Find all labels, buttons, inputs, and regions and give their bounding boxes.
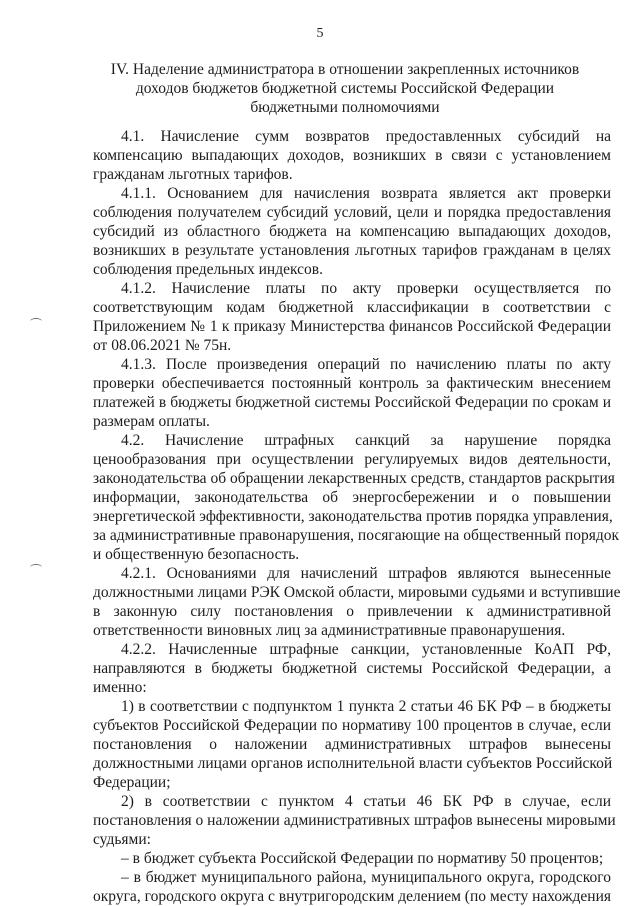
heading-line: бюджетными полномочиями bbox=[250, 99, 440, 116]
text-line: 4.1.2. Начисление платы по акту проверки осуществляется по bbox=[121, 280, 611, 297]
paragraph bbox=[93, 279, 611, 355]
text-line: и общественную безопасность. bbox=[93, 546, 300, 563]
text-line: постановления о наложении административных штрафов вынесены bbox=[93, 736, 611, 753]
paragraph bbox=[93, 849, 611, 868]
text-line: от 08.06.2021 № 75н. bbox=[93, 337, 232, 354]
text-line: 4.1.3. После произведения операций по начислению платы по акту bbox=[121, 356, 611, 373]
text-line: платежей в бюджеты бюджетной системы Российской Федерации по срокам и bbox=[93, 394, 611, 411]
text-line: ответственности виновных лиц за административные правонарушения. bbox=[93, 622, 566, 639]
text-line: энергетической эффективности, законодательства против порядка управления, bbox=[93, 508, 613, 525]
paragraph bbox=[93, 355, 611, 431]
text-line: 2) в соответствии с пунктом 4 статьи 46 БК РФ в случае, если bbox=[121, 793, 611, 810]
paragraph bbox=[93, 127, 611, 184]
text-line: должностными лицами РЭК Омской области, мировыми судьями и вступившие bbox=[93, 584, 621, 601]
text-line: проверки обеспечивается постоянный контроль за фактическим внесением bbox=[93, 375, 611, 392]
text-line: 1) в соответствии с подпунктом 1 пункта 2 статьи 46 БК РФ – в бюджеты bbox=[121, 698, 611, 715]
paragraph bbox=[93, 640, 611, 697]
document-body bbox=[93, 127, 621, 906]
text-line: информации, законодательства об энергосбережении и о повышении bbox=[93, 489, 611, 506]
section-heading bbox=[110, 60, 580, 117]
text-line: субъектов Российской Федерации по нормативу 100 процентов в случае, если bbox=[93, 717, 611, 734]
text-line: Приложением № 1 к приказу Министерства финансов Российской Федерации bbox=[93, 318, 611, 335]
text-line: судьями: bbox=[93, 831, 151, 848]
text-line: законодательства об обращении лекарственных средств, стандартов раскрытия bbox=[93, 470, 615, 487]
paragraph bbox=[93, 184, 611, 279]
text-line: округа, городского округа с внутригородским делением (по месту нахождения bbox=[93, 888, 611, 905]
text-line: компенсацию выпадающих доходов, возникших в связи с установлением bbox=[93, 147, 611, 164]
text-line: размерам оплаты. bbox=[93, 413, 210, 430]
text-line: Федерации; bbox=[93, 774, 171, 791]
text-line: соблюдения предельных индексов. bbox=[93, 261, 323, 278]
text-line: 4.2.2. Начисленные штрафные санкции, установленные КоАП РФ, bbox=[121, 641, 611, 658]
text-line: 4.1. Начисление сумм возвратов предоставленных субсидий на bbox=[121, 128, 611, 145]
heading-line: IV. Наделение администратора в отношении закрепленных источников bbox=[110, 61, 580, 78]
text-line: в законную силу постановления о привлечении к административной bbox=[93, 603, 611, 620]
text-line: соблюдения получателем субсидий условий, цели и порядка предоставления bbox=[93, 204, 611, 221]
text-line: субсидий из областного бюджета на компенсацию выпадающих доходов, bbox=[93, 223, 611, 240]
paragraph bbox=[93, 868, 611, 906]
heading-line: доходов бюджетов бюджетной системы Российской Федерации bbox=[135, 80, 555, 97]
text-line: постановления о наложении административных штрафов вынесены мировыми bbox=[93, 812, 616, 829]
text-line: за административные правонарушения, посягающие на общественный порядок bbox=[93, 527, 620, 544]
margin-mark bbox=[30, 318, 42, 325]
paragraph bbox=[93, 564, 621, 640]
text-line: именно: bbox=[93, 679, 147, 696]
text-line: 4.2.1. Основаниями для начислений штрафов являются вынесенные bbox=[121, 565, 611, 582]
margin-mark bbox=[30, 564, 42, 571]
paragraph bbox=[93, 697, 611, 792]
text-line: гражданам льготных тарифов. bbox=[93, 166, 293, 183]
page-number: 5 bbox=[316, 26, 324, 41]
text-line: – в бюджет субъекта Российской Федерации по нормативу 50 процентов; bbox=[121, 850, 604, 867]
paragraph bbox=[93, 431, 620, 564]
text-line: 4.1.1. Основанием для начисления возврата является акт проверки bbox=[121, 185, 611, 202]
text-line: – в бюджет муниципального района, муниципального округа, городского bbox=[121, 869, 611, 886]
paragraph bbox=[93, 792, 616, 849]
text-line: соответствующим кодам бюджетной классификации в соответствии с bbox=[93, 299, 611, 316]
text-line: 4.2. Начисление штрафных санкций за нарушение порядка bbox=[121, 432, 611, 449]
text-line: возникших в результате установления льготных тарифов гражданам в целях bbox=[93, 242, 611, 259]
text-line: должностными лицами органов исполнительной власти субъектов Российской bbox=[93, 755, 613, 772]
text-line: ценообразования при осуществлении регулируемых видов деятельности, bbox=[93, 451, 611, 468]
text-line: направляются в бюджеты бюджетной системы Российской Федерации, а bbox=[93, 660, 611, 677]
